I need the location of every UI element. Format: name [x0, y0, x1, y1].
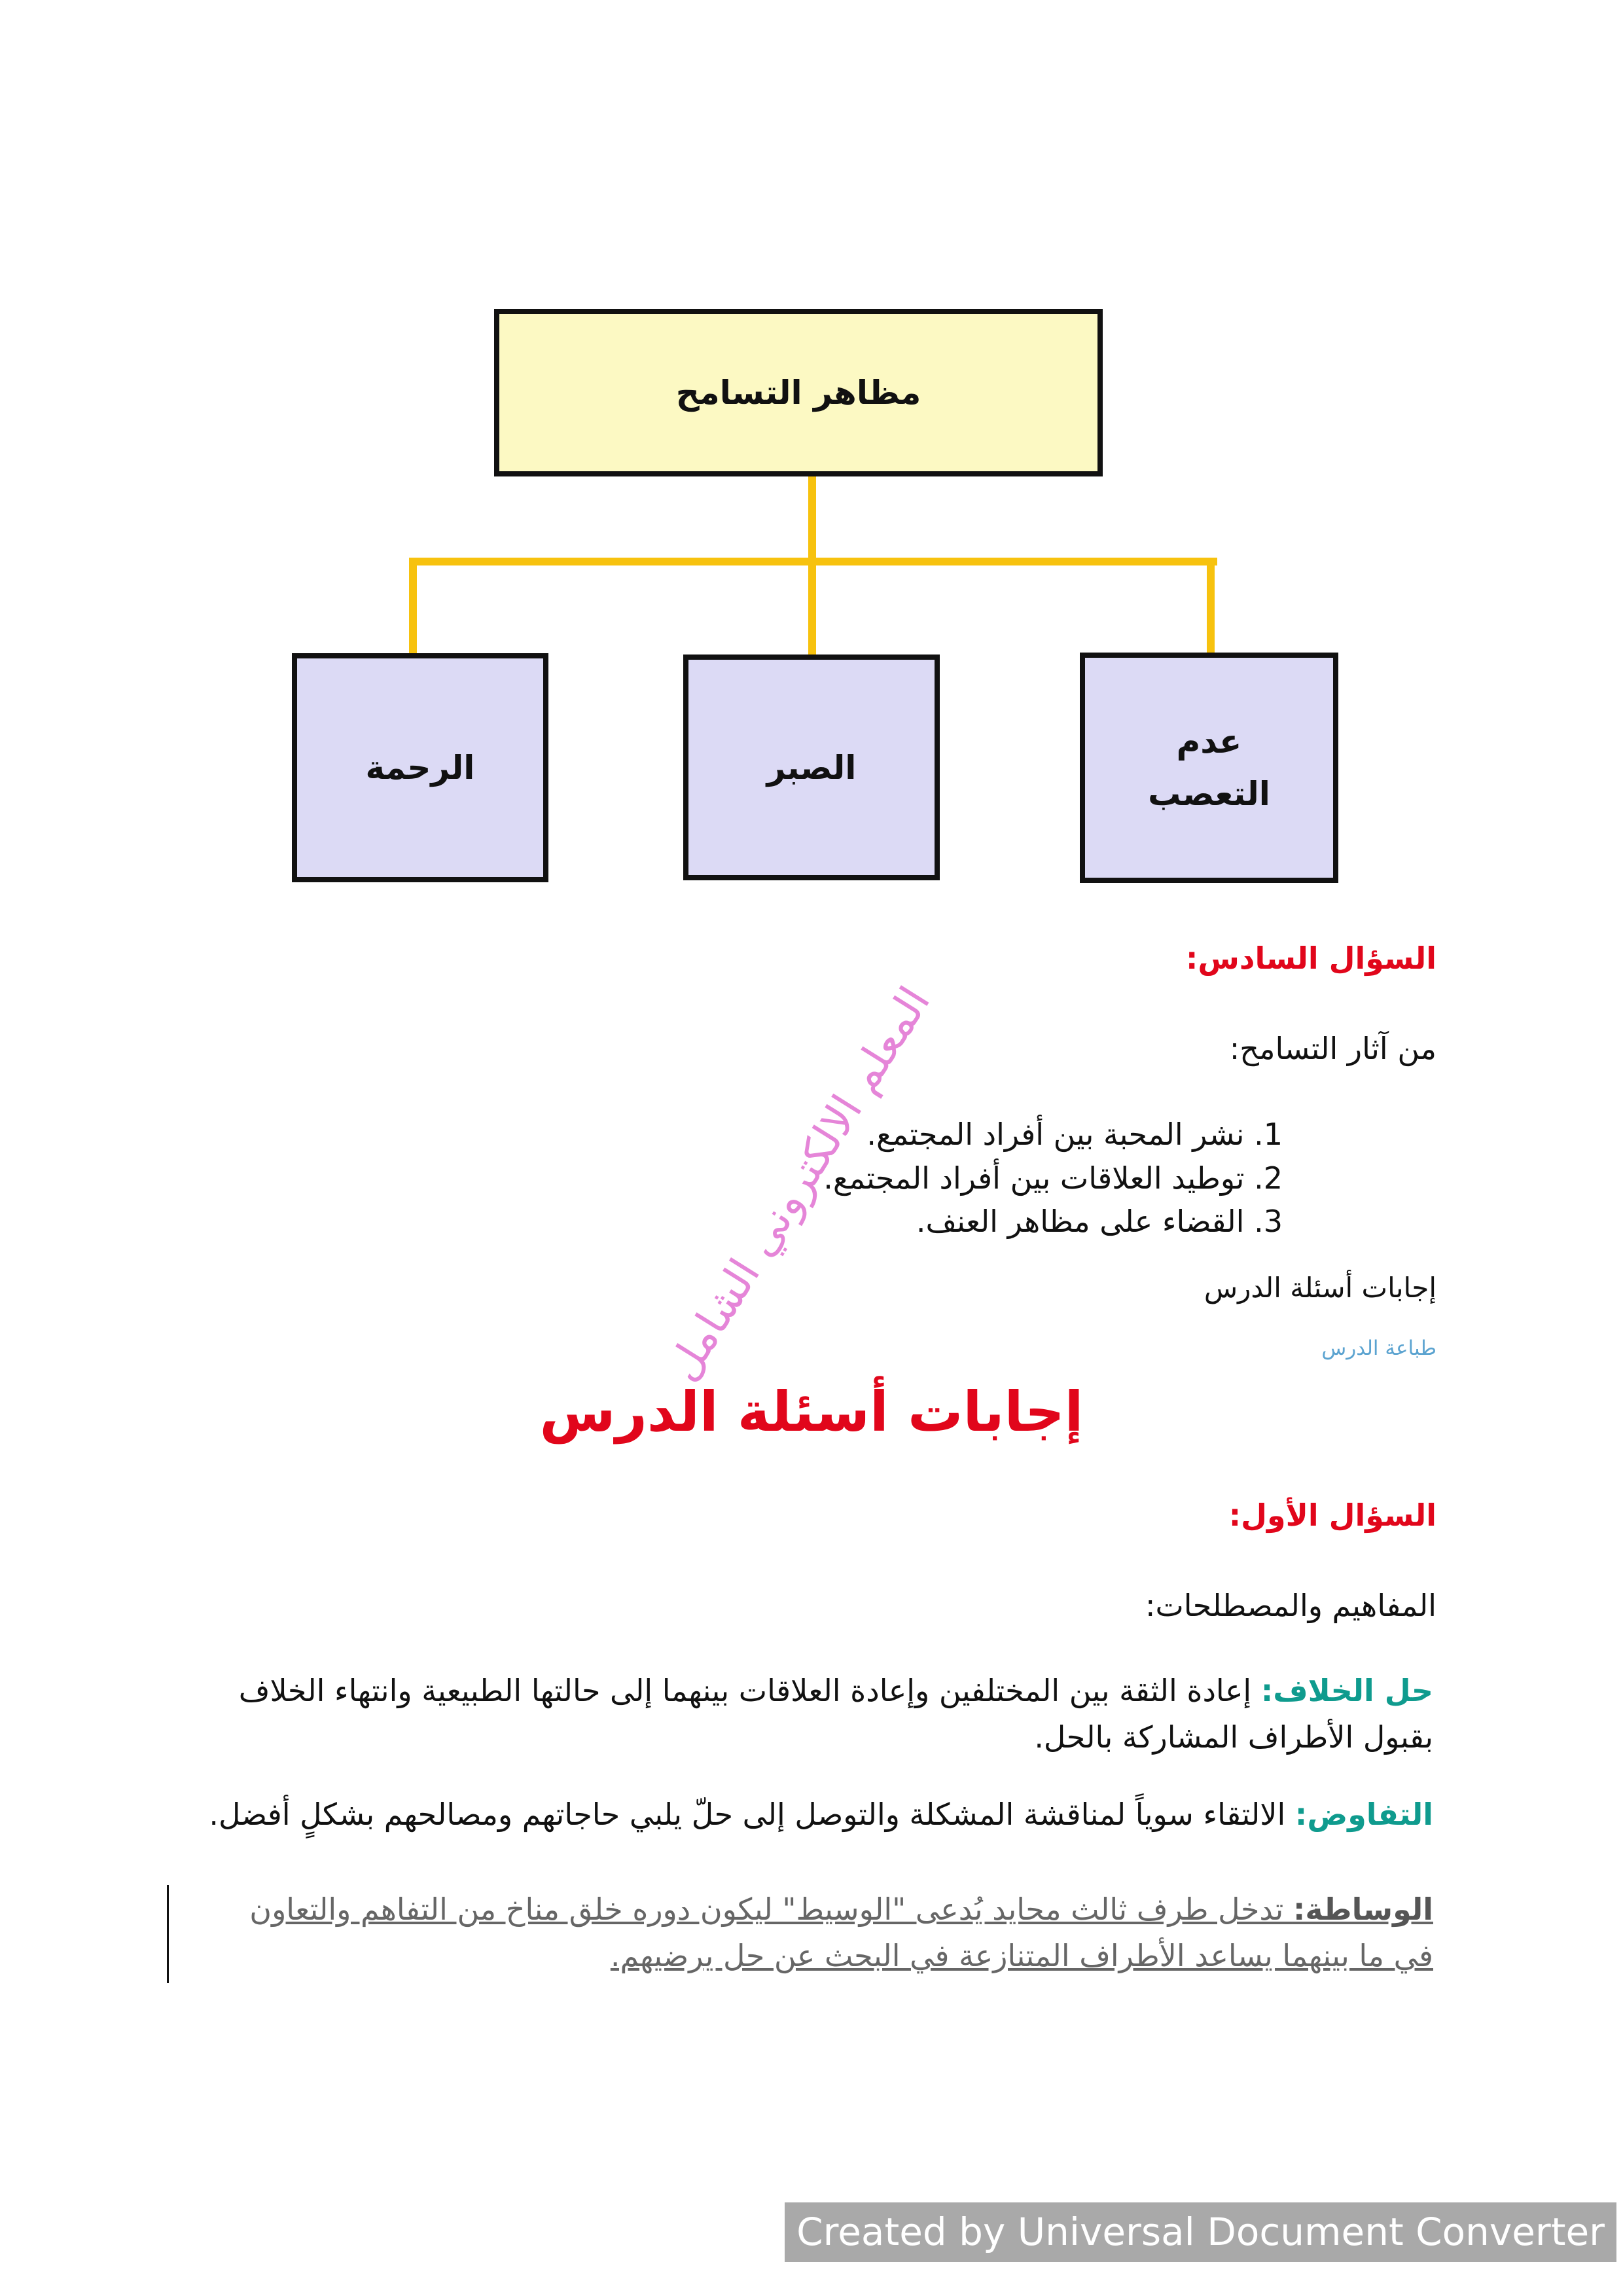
change-bar [167, 1885, 169, 1983]
term-definition: الالتقاء سوياً لمناقشة المشكلة والتوصل إلى حلّ يلبي حاجاتهم ومصالحهم بشكلٍ أفضل. [209, 1797, 1295, 1832]
watermark-text: المعلم الالكتروني الشامل [656, 978, 940, 1390]
breadcrumb-answers[interactable]: إجابات أسئلة الدرس [1204, 1272, 1436, 1304]
term-label: حل الخلاف: [1260, 1673, 1433, 1708]
question1-heading: السؤال الأول: [1228, 1498, 1436, 1533]
diagram-child-label: الرحمة [365, 749, 475, 787]
question6-heading: السؤال السادس: [1186, 941, 1436, 976]
list-item: 3. القضاء على مظاهر العنف. [916, 1204, 1283, 1240]
term-negotiation [203, 1791, 1433, 1838]
print-lesson-link[interactable]: طباعة الدرس [1321, 1336, 1436, 1360]
term-definition: تدخل طرف ثالث محايد يُدعى "الوسيط" ليكون دوره خلق مناخ من التفاهم والتعاون في ما بينهما يساعد الأطراف المتنازعة في البحث عن حل يرضيهم. [249, 1892, 1433, 1974]
diagram-child-label: الصبر [766, 748, 857, 787]
term-conflict-resolution [203, 1668, 1433, 1761]
diagram-child-box-intolerance [1080, 653, 1338, 883]
diagram-root-box [494, 309, 1103, 476]
diagram-child-label: التعصب [1148, 775, 1270, 813]
question6-intro: من آثار التسامح: [1229, 1031, 1436, 1066]
connector-left [409, 558, 417, 656]
question1-intro: المفاهيم والمصطلحات: [1145, 1588, 1436, 1623]
diagram-child-label: عدم [1176, 723, 1242, 761]
footer-converter-stamp: Created by Universal Document Converter [785, 2202, 1616, 2262]
term-label: التفاوض: [1294, 1797, 1433, 1832]
diagram-child-box-patience [683, 655, 940, 880]
question6-list [823, 1113, 1283, 1244]
page-title: إجابات أسئلة الدرس [539, 1380, 1084, 1444]
connector-middle [808, 558, 816, 656]
list-item: 2. توطيد العلاقات بين أفراد المجتمع. [823, 1160, 1283, 1196]
diagram-root-label: مظاهر التسامح [675, 374, 921, 412]
term-mediation [203, 1886, 1433, 1980]
term-definition: إعادة الثقة بين المختلفين وإعادة العلاقات بينهما إلى حالتها الطبيعية وانتهاء الخلاف بقبول الأطراف المشاركة بالحل. [238, 1673, 1433, 1755]
term-label: الوساطة: [1293, 1892, 1433, 1927]
connector-trunk [808, 476, 816, 562]
list-item: 1. نشر المحبة بين أفراد المجتمع. [866, 1117, 1283, 1152]
connector-right [1207, 558, 1215, 656]
diagram-child-box-mercy [292, 653, 548, 882]
